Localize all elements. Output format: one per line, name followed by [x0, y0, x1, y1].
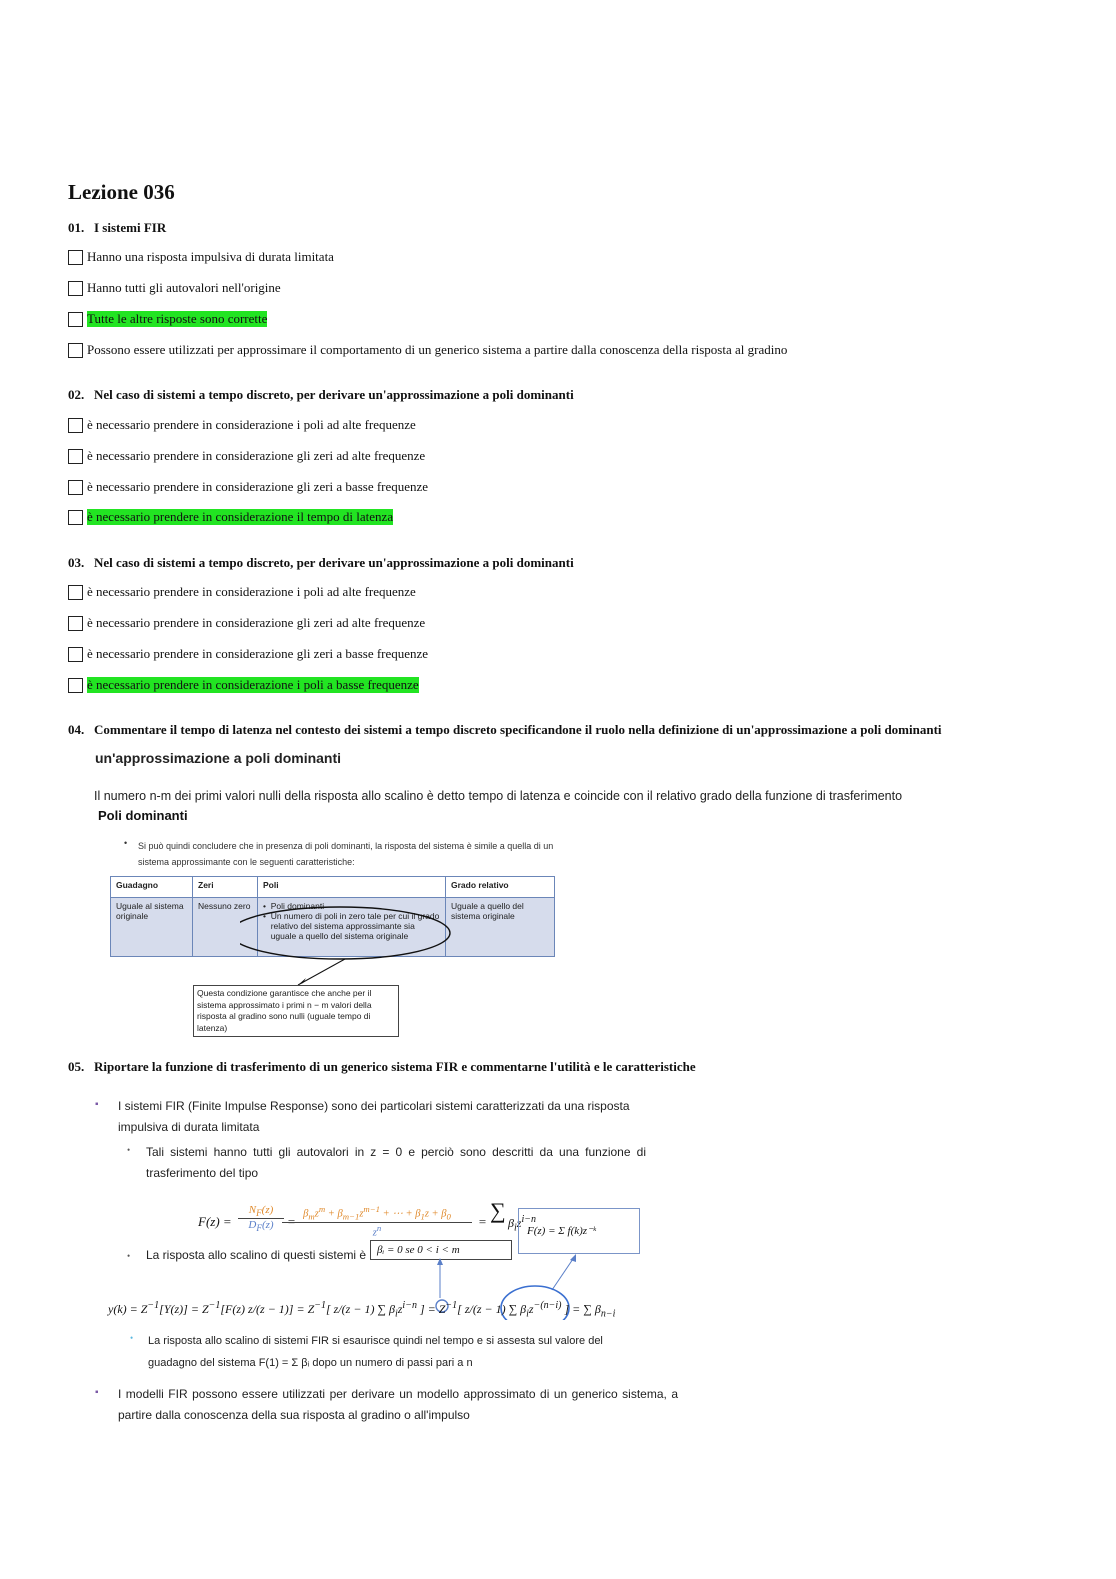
checkbox[interactable]: [68, 250, 83, 265]
q4-subtitle: un'approssimazione a poli dominanti: [95, 750, 342, 766]
bullet-dot: •: [127, 1251, 131, 1261]
q4-callout: Questa condizione garantisce che anche per il sistema approssimato i primi n − m valori della risposta al gradino sono nulli (uguale tempo di latenza): [193, 985, 399, 1037]
bullet-square: ▪: [95, 1387, 99, 1398]
sum-symbol: ∑: [490, 1198, 506, 1223]
checkbox[interactable]: [68, 616, 83, 631]
q1-option-4[interactable]: Possono essere utilizzati per approssimare il comportamento di un generico sistema a partire dalla conoscenza della risposta al gradino: [68, 340, 787, 360]
q1-option-1[interactable]: Hanno una risposta impulsiva di durata limitata: [68, 247, 334, 267]
q4-section-title: Poli dominanti: [98, 808, 188, 823]
step-response-formula: $y(k) = Z^{-1}[Y(z)] = Z^{-1}[F(z) z/(z - 1)] = Z^{-1}$[ z/(z − 1) ∑ $\beta_iz^{i-n}$ ] = $Z^{-1}$[ z/(z − 1) ∑ $\beta_iz^{-(n-i)}$ ] = ∑ $\beta_{n-i}$: [108, 1300, 616, 1320]
q5-sub2: La risposta allo scalino di questi sistemi è: [146, 1248, 367, 1262]
lesson-title: Lezione 036: [68, 180, 175, 204]
bullet-dot: •: [130, 1333, 134, 1343]
q5-sub3: La risposta allo scalino di sistemi FIR si esaurisce quindi nel tempo e si assesta sul valore del guadagno del sistema F(1) = Σ βᵢ dopo un numero di passi pari a n: [148, 1335, 603, 1369]
annotation-overlay: [240, 905, 460, 990]
question-2-title: 02. Nel caso di sistemi a tempo discreto, per derivare un'approssimazione a poli dominanti: [68, 387, 574, 402]
header-grado-relativo: Grado relativo: [446, 877, 555, 898]
cell-poli: • Poli dominanti • Un numero di poli in zero tale per cui il grado relativo del sistema approssimante sia uguale a quello del sistema originale: [258, 898, 446, 957]
bullet-dot: •: [127, 1145, 131, 1155]
q3-option-4[interactable]: è necessario prendere in considerazione i poli a basse frequenze: [68, 675, 419, 695]
checkbox[interactable]: [68, 418, 83, 433]
checkbox[interactable]: [68, 343, 83, 358]
question-1-title: 01. I sistemi FIR: [68, 220, 167, 235]
formula-fraction-2: $\beta_mz^m + \beta_{m-1}z^{m-1}$ + ⋯ + $\beta_1z + \beta_0$ $z^n$: [282, 1204, 472, 1238]
formula-fraction-1: $N_F(z)$ $D_F(z)$: [238, 1204, 284, 1233]
q2-option-4[interactable]: è necessario prendere in considerazione il tempo di latenza: [68, 507, 393, 527]
formula-F: F(z) =: [198, 1214, 232, 1229]
header-guadagno: Guadagno: [111, 877, 193, 898]
checkbox[interactable]: [68, 647, 83, 662]
checkbox[interactable]: [68, 678, 83, 693]
poles-ellipse: [240, 907, 450, 959]
checkbox[interactable]: [68, 480, 83, 495]
q3-option-2[interactable]: è necessario prendere in considerazione gli zeri ad alte frequenze: [68, 613, 425, 633]
q2-option-2[interactable]: è necessario prendere in considerazione gli zeri ad alte frequenze: [68, 446, 425, 466]
checkbox[interactable]: [68, 312, 83, 327]
q2-option-1[interactable]: è necessario prendere in considerazione i poli ad alte frequenze: [68, 415, 416, 435]
q3-option-1[interactable]: è necessario prendere in considerazione i poli ad alte frequenze: [68, 582, 416, 602]
header-zeri: Zeri: [193, 877, 258, 898]
header-poli: Poli: [258, 877, 446, 898]
q5-sub1: Tali sistemi hanno tutti gli autovalori in z = 0 e perciò sono descritti da una funzione di trasferimento del tipo: [146, 1145, 646, 1180]
q1-option-2[interactable]: Hanno tutti gli autovalori nell'origine: [68, 278, 281, 298]
q5-bullet1: I sistemi FIR (Finite Impulse Response) sono dei particolari sistemi caratterizzati da una risposta impulsiva di durata limitata: [118, 1099, 630, 1134]
question-3-title: 03. Nel caso di sistemi a tempo discreto, per derivare un'approssimazione a poli dominanti: [68, 555, 574, 570]
q5-bullet2: I modelli FIR possono essere utilizzati per derivare un modello approssimato di un generico sistema, a partire dalla conoscenza della sua risposta al gradino o all'impulso: [118, 1387, 678, 1422]
q1-option-3[interactable]: Tutte le altre risposte sono corrette: [68, 309, 267, 329]
box-F-sum: F(z) = Σ f(k)z⁻ᵏ: [518, 1208, 640, 1254]
q2-option-3[interactable]: è necessario prendere in considerazione gli zeri a basse frequenze: [68, 477, 428, 497]
checkbox[interactable]: [68, 449, 83, 464]
cell-grado: Uguale a quello del sistema originale: [446, 898, 555, 957]
q4-bullet: Si può quindi concludere che in presenza di poli dominanti, la risposta del sistema è simile a quella di un sistema approssimante con le seguenti caratteristiche:: [138, 841, 554, 867]
checkbox[interactable]: [68, 281, 83, 296]
bullet-dot: •: [124, 838, 128, 848]
q3-option-3[interactable]: è necessario prendere in considerazione gli zeri a basse frequenze: [68, 644, 428, 664]
box-beta-condition: βᵢ = 0 se 0 < i < m: [370, 1240, 512, 1260]
q4-answer: Il numero n-m dei primi valori nulli della risposta allo scalino è detto tempo di latenza e coincide con il relativo grado della funzione di trasferimento: [94, 789, 903, 803]
checkbox[interactable]: [68, 585, 83, 600]
question-5-title: 05. Riportare la funzione di trasferimento di un generico sistema FIR e commentarne l'utilità e le caratteristiche: [68, 1059, 696, 1074]
bullet-square: ▪: [95, 1099, 99, 1110]
callout-arrow: [298, 959, 345, 985]
cell-zeri: Nessuno zero: [193, 898, 258, 957]
checkbox[interactable]: [68, 510, 83, 525]
question-4-title: 04. Commentare il tempo di latenza nel contesto dei sistemi a tempo discreto specificandone il ruolo nella definizione di un'approssimazione a poli dominanti: [68, 722, 942, 737]
cell-guadagno: Uguale al sistema originale: [111, 898, 193, 957]
